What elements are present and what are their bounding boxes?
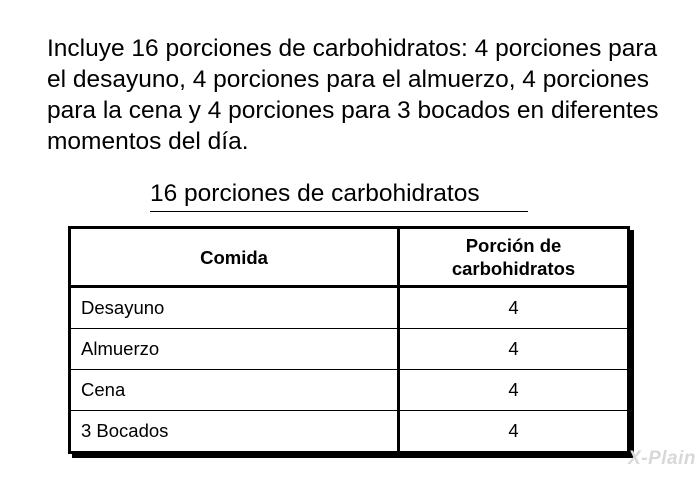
intro-paragraph: Incluye 16 porciones de carbohidratos: 4 porciones para el desayuno, 4 porciones para el almuerzo, 4 porciones para la cena y 4 porciones para 3 bocados en diferentes momentos del día. [47,35,659,155]
portion-cell: 4 [399,329,629,370]
table-row [70,411,629,453]
meal-cell: Cena [70,370,399,411]
xplain-watermark: X-Plain [628,448,696,469]
portion-cell: 4 [399,370,629,411]
portion-cell: 4 [399,411,629,453]
title-underline [150,211,528,212]
carbohydrate-table [68,226,630,454]
table-title: 16 porciones de carbohidratos [150,180,480,207]
header-portion [399,228,629,287]
table-title-block [150,179,530,212]
header-portion-line2: carbohidratos [451,258,576,279]
table-row [70,370,629,411]
table-header-row [70,228,629,287]
header-portion-line1: Porción de [465,235,562,256]
header-meal: Comida [70,228,399,287]
portion-cell: 4 [399,287,629,329]
meal-cell: 3 Bocados [70,411,399,453]
meal-cell: Desayuno [70,287,399,329]
table-row [70,287,629,329]
table-row [70,329,629,370]
meal-cell: Almuerzo [70,329,399,370]
